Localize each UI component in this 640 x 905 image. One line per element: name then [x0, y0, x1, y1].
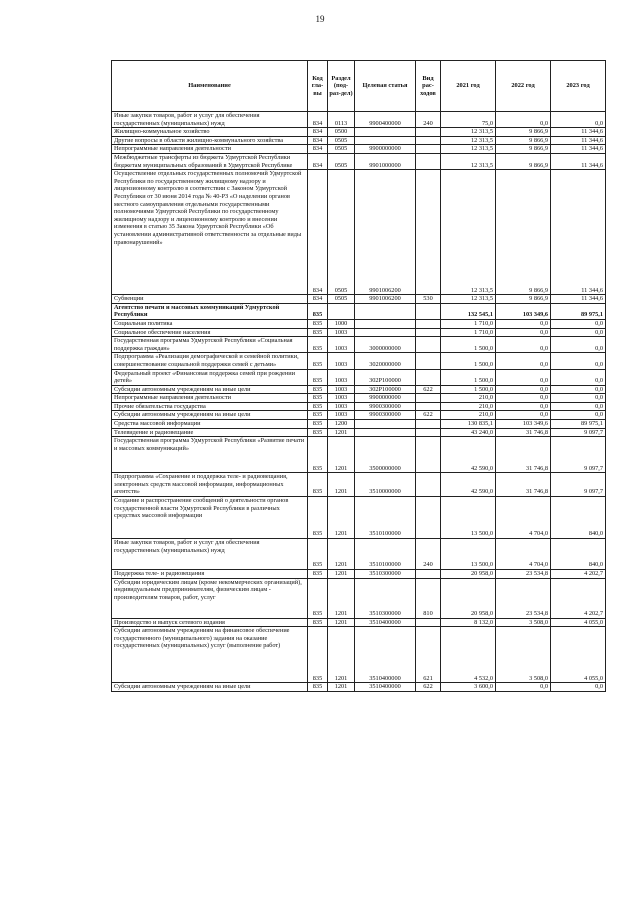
table-row	[112, 328, 606, 337]
row-expense-type	[416, 428, 441, 437]
row-code: 835	[308, 683, 328, 692]
row-expense-type: 621	[416, 627, 441, 683]
row-value-2021: 1 500,0	[441, 353, 496, 369]
row-value-2023: 89 975,1	[551, 303, 606, 319]
row-name: Осуществление отдельных государственных полномочий Удмуртской Республики по государственному жилищному надзору и лицензионному контролю в соответствии с Законом Удмуртской Республики от 30 июня 2014 года № 40-РЗ «О наделении органов местного самоуправления отдельными государственными полномочиями Удмуртской Республики по государственному жилищному надзору и лицензионному контролю и внесении изменения в статью 35 Закона Удмуртской Республики «Об установлении административной ответственности за отдельные виды правонарушений»	[112, 170, 308, 295]
row-section: 1201	[328, 428, 355, 437]
row-value-2022: 31 746,8	[496, 428, 551, 437]
table-row	[112, 497, 606, 539]
row-section: 1201	[328, 539, 355, 570]
row-value-2023: 11 344,6	[551, 170, 606, 295]
row-code: 835	[308, 570, 328, 579]
row-value-2021: 13 500,0	[441, 539, 496, 570]
row-value-2021: 210,0	[441, 411, 496, 420]
table-row	[112, 128, 606, 137]
row-value-2022: 9 866,9	[496, 170, 551, 295]
row-value-2021: 132 545,1	[441, 303, 496, 319]
row-value-2023: 11 344,6	[551, 145, 606, 154]
row-value-2023: 4 055,0	[551, 627, 606, 683]
table-row	[112, 303, 606, 319]
row-code: 835	[308, 420, 328, 429]
table-row	[112, 145, 606, 154]
row-value-2022: 3 508,0	[496, 627, 551, 683]
row-value-2023: 0,0	[551, 353, 606, 369]
row-section: 1201	[328, 683, 355, 692]
row-value-2022: 4 704,0	[496, 539, 551, 570]
budget-table	[111, 60, 606, 692]
row-expense-type	[416, 303, 441, 319]
row-name: Средства массовой информации	[112, 420, 308, 429]
row-article: 3510400000	[355, 683, 416, 692]
row-name: Государственная программа Удмуртской Республики «Развитие печати и массовых коммуникаций»	[112, 437, 308, 473]
row-article: 3510300000	[355, 578, 416, 618]
row-value-2022: 23 534,8	[496, 578, 551, 618]
row-value-2023: 0,0	[551, 112, 606, 128]
row-expense-type: 622	[416, 385, 441, 394]
table-row	[112, 411, 606, 420]
row-name: Телевидение и радиовещание	[112, 428, 308, 437]
row-value-2022: 0,0	[496, 353, 551, 369]
row-name: Подпрограмма «Реализация демографической и семейной политики, совершенствование социальной поддержки семей с детьми»	[112, 353, 308, 369]
row-section: 1000	[328, 319, 355, 328]
header-section: Раздел (под-раз-дел)	[328, 61, 355, 112]
row-value-2022: 0,0	[496, 683, 551, 692]
row-section: 0505	[328, 153, 355, 169]
row-article	[355, 319, 416, 328]
row-value-2022: 103 349,6	[496, 303, 551, 319]
row-value-2023: 9 097,7	[551, 473, 606, 497]
table-row	[112, 394, 606, 403]
row-code: 835	[308, 353, 328, 369]
row-article	[355, 128, 416, 137]
table-header-row	[112, 61, 606, 112]
row-expense-type	[416, 473, 441, 497]
row-value-2023: 11 344,6	[551, 136, 606, 145]
row-article: 9900000000	[355, 145, 416, 154]
row-section: 1003	[328, 411, 355, 420]
row-name: Субсидии автономным учреждениям на иные цели	[112, 411, 308, 420]
row-value-2023: 11 344,6	[551, 153, 606, 169]
row-code: 834	[308, 112, 328, 128]
row-value-2021: 12 313,5	[441, 295, 496, 304]
row-value-2023: 11 344,6	[551, 295, 606, 304]
row-value-2021: 43 240,0	[441, 428, 496, 437]
row-value-2021: 75,0	[441, 112, 496, 128]
row-value-2023: 0,0	[551, 683, 606, 692]
row-article	[355, 428, 416, 437]
row-value-2022: 3 508,0	[496, 618, 551, 627]
row-expense-type	[416, 319, 441, 328]
row-name: Субсидии юридическим лицам (кроме некоммерческих организаций), индивидуальным предпринимателям, физическим лицам - производителям товаров, работ, услуг	[112, 578, 308, 618]
table-row	[112, 402, 606, 411]
row-value-2022: 0,0	[496, 411, 551, 420]
row-value-2021: 12 313,5	[441, 170, 496, 295]
row-expense-type	[416, 328, 441, 337]
row-name: Социальное обеспечение населения	[112, 328, 308, 337]
row-name: Производство и выпуск сетевого издания	[112, 618, 308, 627]
row-name: Социальная политика	[112, 319, 308, 328]
row-value-2021: 1 500,0	[441, 337, 496, 353]
row-value-2023: 0,0	[551, 319, 606, 328]
row-code: 835	[308, 497, 328, 539]
row-article: 3000000000	[355, 337, 416, 353]
row-value-2022: 23 534,8	[496, 570, 551, 579]
row-value-2023: 0,0	[551, 385, 606, 394]
row-section: 0500	[328, 128, 355, 137]
table-row	[112, 578, 606, 618]
table-row	[112, 428, 606, 437]
row-expense-type	[416, 437, 441, 473]
row-article: 302P100000	[355, 385, 416, 394]
table-row	[112, 539, 606, 570]
row-expense-type	[416, 618, 441, 627]
row-value-2022: 0,0	[496, 402, 551, 411]
row-article: 9901006200	[355, 170, 416, 295]
row-value-2022: 0,0	[496, 112, 551, 128]
row-value-2022: 0,0	[496, 369, 551, 385]
row-value-2021: 4 532,0	[441, 627, 496, 683]
row-section: 1201	[328, 618, 355, 627]
row-section: 1003	[328, 394, 355, 403]
row-section: 1003	[328, 402, 355, 411]
header-article: Целевая статья	[355, 61, 416, 112]
row-article: 3020000000	[355, 353, 416, 369]
row-code: 835	[308, 627, 328, 683]
row-expense-type	[416, 420, 441, 429]
header-2022: 2022 год	[496, 61, 551, 112]
row-section: 1003	[328, 385, 355, 394]
row-expense-type: 240	[416, 112, 441, 128]
row-value-2023: 89 975,1	[551, 420, 606, 429]
row-code: 835	[308, 385, 328, 394]
row-article: 9901006200	[355, 295, 416, 304]
row-value-2023: 0,0	[551, 394, 606, 403]
row-article: 3510400000	[355, 618, 416, 627]
row-section: 0505	[328, 295, 355, 304]
row-name: Другие вопросы в области жилищно-коммунального хозяйства	[112, 136, 308, 145]
row-value-2023: 4 202,7	[551, 578, 606, 618]
row-value-2022: 4 704,0	[496, 497, 551, 539]
row-article	[355, 328, 416, 337]
table-row	[112, 369, 606, 385]
row-value-2021: 210,0	[441, 402, 496, 411]
row-name: Межбюджетные трансферты из бюджета Удмуртской Республики бюджетам муниципальных образований в Удмуртской Республике	[112, 153, 308, 169]
row-expense-type: 530	[416, 295, 441, 304]
row-article: 9901000000	[355, 153, 416, 169]
row-value-2021: 20 958,0	[441, 578, 496, 618]
table-row	[112, 437, 606, 473]
row-value-2021: 42 590,0	[441, 473, 496, 497]
row-name: Государственная программа Удмуртской Республики «Социальная поддержка граждан»	[112, 337, 308, 353]
row-expense-type: 810	[416, 578, 441, 618]
row-code: 834	[308, 136, 328, 145]
table-row	[112, 420, 606, 429]
row-name: Непрограммные направления деятельности	[112, 145, 308, 154]
row-section: 1201	[328, 570, 355, 579]
row-expense-type	[416, 136, 441, 145]
row-value-2022: 9 866,9	[496, 153, 551, 169]
row-code: 835	[308, 473, 328, 497]
row-expense-type	[416, 369, 441, 385]
row-section	[328, 303, 355, 319]
row-article: 9900000000	[355, 394, 416, 403]
row-name: Прочие обязательства государства	[112, 402, 308, 411]
row-name: Поддержка теле- и радиовещания	[112, 570, 308, 579]
row-section: 0505	[328, 136, 355, 145]
row-code: 835	[308, 437, 328, 473]
row-section: 1003	[328, 369, 355, 385]
row-article: 3510100000	[355, 497, 416, 539]
row-code: 834	[308, 128, 328, 137]
row-code: 835	[308, 319, 328, 328]
row-value-2022: 0,0	[496, 319, 551, 328]
row-expense-type	[416, 153, 441, 169]
row-value-2023: 4 055,0	[551, 618, 606, 627]
row-section: 0113	[328, 112, 355, 128]
table-row	[112, 473, 606, 497]
row-value-2022: 0,0	[496, 328, 551, 337]
row-section: 1201	[328, 473, 355, 497]
row-article: 9900400000	[355, 112, 416, 128]
row-value-2021: 42 590,0	[441, 437, 496, 473]
row-name: Иные закупки товаров, работ и услуг для обеспечения государственных (муниципальных) нужд	[112, 539, 308, 570]
table-row	[112, 170, 606, 295]
row-expense-type: 622	[416, 683, 441, 692]
row-name: Подпрограмма «Сохранение и поддержка теле- и радиовещания, электронных средств массовой информации, информационных агентств»	[112, 473, 308, 497]
row-section: 0505	[328, 170, 355, 295]
table-row	[112, 570, 606, 579]
row-code: 834	[308, 153, 328, 169]
row-expense-type	[416, 337, 441, 353]
row-name: Субсидии автономным учреждениям на иные цели	[112, 385, 308, 394]
row-section: 1003	[328, 328, 355, 337]
row-value-2021: 8 132,0	[441, 618, 496, 627]
row-code: 835	[308, 428, 328, 437]
row-name: Субвенции	[112, 295, 308, 304]
row-section: 1201	[328, 497, 355, 539]
row-section: 1201	[328, 437, 355, 473]
table-row	[112, 627, 606, 683]
row-expense-type	[416, 402, 441, 411]
header-2021: 2021 год	[441, 61, 496, 112]
row-value-2021: 12 313,5	[441, 145, 496, 154]
row-expense-type	[416, 145, 441, 154]
row-code: 835	[308, 618, 328, 627]
row-value-2023: 9 097,7	[551, 437, 606, 473]
table-row	[112, 618, 606, 627]
row-expense-type	[416, 353, 441, 369]
row-value-2021: 1 710,0	[441, 328, 496, 337]
row-name: Субсидии автономным учреждениям на иные цели	[112, 683, 308, 692]
row-article: 3500000000	[355, 437, 416, 473]
row-code: 835	[308, 539, 328, 570]
row-value-2023: 0,0	[551, 402, 606, 411]
row-value-2023: 0,0	[551, 411, 606, 420]
row-expense-type	[416, 128, 441, 137]
row-code: 835	[308, 337, 328, 353]
row-value-2022: 9 866,9	[496, 295, 551, 304]
row-code: 835	[308, 578, 328, 618]
row-value-2022: 9 866,9	[496, 136, 551, 145]
row-value-2021: 20 958,0	[441, 570, 496, 579]
row-value-2023: 0,0	[551, 328, 606, 337]
row-name: Агентство печати и массовых коммуникаций Удмуртской Республики	[112, 303, 308, 319]
row-article: 9900300000	[355, 411, 416, 420]
row-article	[355, 303, 416, 319]
row-value-2022: 9 866,9	[496, 145, 551, 154]
row-article: 9900300000	[355, 402, 416, 411]
row-code: 835	[308, 402, 328, 411]
row-article: 3510400000	[355, 627, 416, 683]
row-code: 834	[308, 295, 328, 304]
row-name: Субсидии автономным учреждениям на финансовое обеспечение государственного (муниципального) задания на оказание государственных (муниципальных) услуг (выполнение работ)	[112, 627, 308, 683]
row-section: 0505	[328, 145, 355, 154]
row-value-2023: 840,0	[551, 497, 606, 539]
row-section: 1201	[328, 627, 355, 683]
table-row	[112, 153, 606, 169]
row-code: 834	[308, 145, 328, 154]
row-name: Иные закупки товаров, работ и услуг для обеспечения государственных (муниципальных) нужд	[112, 112, 308, 128]
row-expense-type	[416, 497, 441, 539]
row-value-2022: 103 349,6	[496, 420, 551, 429]
row-code: 835	[308, 328, 328, 337]
row-article: 3510100000	[355, 539, 416, 570]
row-name: Жилищно-коммунальное хозяйство	[112, 128, 308, 137]
page-number: 19	[315, 14, 325, 24]
row-name: Непрограммные направления деятельности	[112, 394, 308, 403]
row-value-2021: 210,0	[441, 394, 496, 403]
row-value-2023: 11 344,6	[551, 128, 606, 137]
table-row	[112, 353, 606, 369]
row-value-2021: 12 313,5	[441, 128, 496, 137]
row-value-2021: 3 600,0	[441, 683, 496, 692]
row-value-2023: 840,0	[551, 539, 606, 570]
header-code: Код гла-вы	[308, 61, 328, 112]
table-row	[112, 295, 606, 304]
table-body	[112, 112, 606, 692]
row-value-2022: 0,0	[496, 337, 551, 353]
table-row	[112, 385, 606, 394]
row-value-2022: 9 866,9	[496, 128, 551, 137]
row-section: 1201	[328, 578, 355, 618]
row-expense-type: 622	[416, 411, 441, 420]
row-name: Создание и распространение сообщений о деятельности органов государственной власти Удмуртской Республики в различных средствах массовой информации	[112, 497, 308, 539]
row-value-2023: 0,0	[551, 337, 606, 353]
row-value-2021: 12 313,5	[441, 136, 496, 145]
row-name: Федеральный проект «Финансовая поддержка семей при рождении детей»	[112, 369, 308, 385]
row-value-2022: 31 746,8	[496, 437, 551, 473]
table-row	[112, 683, 606, 692]
row-value-2022: 31 746,8	[496, 473, 551, 497]
row-expense-type	[416, 394, 441, 403]
header-2023: 2023 год	[551, 61, 606, 112]
row-code: 835	[308, 303, 328, 319]
row-value-2021: 13 500,0	[441, 497, 496, 539]
row-value-2023: 9 097,7	[551, 428, 606, 437]
row-value-2021: 130 835,1	[441, 420, 496, 429]
row-section: 1003	[328, 353, 355, 369]
row-value-2021: 1 500,0	[441, 369, 496, 385]
table-row	[112, 319, 606, 328]
row-code: 834	[308, 170, 328, 295]
row-article: 3510300000	[355, 570, 416, 579]
row-value-2021: 12 313,5	[441, 153, 496, 169]
row-expense-type: 240	[416, 539, 441, 570]
row-expense-type	[416, 570, 441, 579]
row-value-2021: 1 500,0	[441, 385, 496, 394]
row-section: 1003	[328, 337, 355, 353]
row-article	[355, 420, 416, 429]
table-row	[112, 337, 606, 353]
row-value-2022: 0,0	[496, 385, 551, 394]
row-section: 1200	[328, 420, 355, 429]
row-article: 3510000000	[355, 473, 416, 497]
header-name: Наименование	[112, 61, 308, 112]
row-code: 835	[308, 411, 328, 420]
row-value-2023: 0,0	[551, 369, 606, 385]
header-type: Вид рас-ходов	[416, 61, 441, 112]
row-article: 302P100000	[355, 369, 416, 385]
row-code: 835	[308, 369, 328, 385]
table-row	[112, 112, 606, 128]
row-code: 835	[308, 394, 328, 403]
row-value-2021: 1 710,0	[441, 319, 496, 328]
table-row	[112, 136, 606, 145]
row-expense-type	[416, 170, 441, 295]
row-value-2022: 0,0	[496, 394, 551, 403]
row-value-2023: 4 202,7	[551, 570, 606, 579]
row-article	[355, 136, 416, 145]
